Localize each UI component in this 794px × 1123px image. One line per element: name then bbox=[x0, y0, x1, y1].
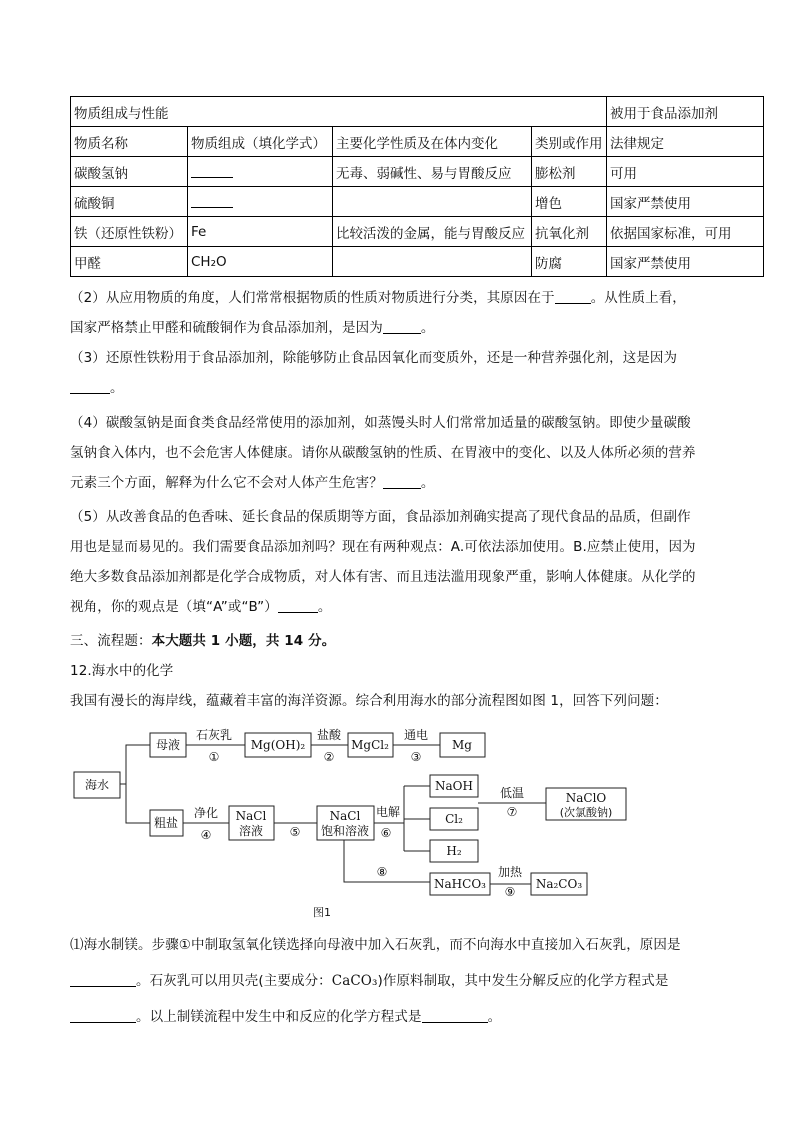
cell-formula[interactable] bbox=[188, 157, 333, 187]
box-label: NaOH bbox=[435, 779, 473, 793]
arrow-label: 电解 bbox=[375, 805, 401, 819]
box-label: 粗盐 bbox=[153, 816, 179, 830]
section-prefix: 三、流程题： bbox=[70, 633, 152, 649]
arrow-label: 净化 bbox=[193, 806, 219, 820]
box-label: 母液 bbox=[155, 738, 181, 752]
box-label: 海水 bbox=[84, 778, 110, 792]
answer-blank[interactable] bbox=[70, 1008, 136, 1023]
question-text: （5）从改善食品的色香味、延长食品的保质期等方面，食品添加剂确实提高了现代食品的品质，但副作 bbox=[70, 509, 691, 525]
cell-property: 无毒、弱碱性、易与胃酸反应 bbox=[333, 157, 532, 187]
seawater-flow-diagram bbox=[70, 726, 630, 922]
question-intro: 我国有漫长的海岸线，蕴藏着丰富的海洋资源。综合利用海水的部分流程图如图 1，回答下列问题： bbox=[70, 693, 668, 709]
section-heading bbox=[70, 626, 742, 656]
cell-category: 膨松剂 bbox=[532, 157, 607, 187]
step-number: ⑧ bbox=[376, 865, 388, 879]
figure-caption: 图1 bbox=[313, 906, 331, 919]
box-label: Mg bbox=[452, 738, 472, 752]
box-label: Mg(OH)₂ bbox=[250, 738, 306, 752]
question-text: 国家严格禁止甲醛和硫酸铜作为食品添加剂，是因为 bbox=[70, 320, 383, 336]
question-text: 。从性质上看， bbox=[590, 290, 686, 306]
table-header-left: 物质组成与性能 bbox=[71, 97, 607, 127]
arrow-label: 加热 bbox=[497, 865, 523, 879]
question-text: 。 bbox=[487, 1009, 502, 1025]
question-text: （4）碳酸氢钠是面食类食品经常使用的添加剂，如蒸馒头时人们常常加适量的碳酸氢钠。即使少量碳酸 bbox=[70, 415, 691, 431]
question-text: )作原料制取，其中发生分解反应的化学方程式是 bbox=[377, 973, 669, 989]
additive-table bbox=[70, 96, 764, 277]
question-text: 。以上制镁流程中发生中和反应的化学方程式是 bbox=[136, 1009, 422, 1025]
box-label: NaClO bbox=[565, 791, 607, 805]
question-3 bbox=[70, 343, 742, 403]
step-number: ⑨ bbox=[504, 885, 516, 899]
column-header: 物质名称 bbox=[71, 127, 188, 157]
arrow-label: 石灰乳 bbox=[195, 728, 233, 742]
answer-blank[interactable] bbox=[70, 379, 110, 394]
box-label: Na₂CO₃ bbox=[535, 877, 583, 891]
box-label: MgCl₂ bbox=[351, 738, 389, 752]
question-text: 氢钠食入体内，也不会危害人体健康。请你从碳酸氢钠的性质、在胃液中的变化、以及人体所必须的营养 bbox=[70, 445, 696, 461]
box-label: NaHCO₃ bbox=[434, 877, 486, 891]
question-text: 。石灰乳可以用贝壳(主要成分： bbox=[136, 973, 332, 989]
question-text: 。 bbox=[420, 475, 435, 491]
cell-category: 抗氧化剂 bbox=[532, 217, 607, 247]
table-header-right: 被用于食品添加剂 bbox=[607, 97, 764, 127]
cell-formula: CH₂O bbox=[188, 247, 333, 277]
arrow-label: 盐酸 bbox=[316, 728, 342, 742]
question-text: 。 bbox=[110, 380, 124, 396]
question-text: （3）还原性铁粉用于食品添加剂，除能够防止食品因氧化而变质外，还是一种营养强化剂，这是因为 bbox=[70, 350, 678, 366]
answer-blank[interactable] bbox=[383, 474, 421, 489]
question-text: 视角，你的观点是（填“A”或“B”） bbox=[70, 599, 278, 615]
question-text: ⑴海水制镁。步骤①中制取氢氧化镁选择向母液中加入石灰乳，而不向海水中直接加入石灰乳，原因是 bbox=[70, 937, 681, 953]
cell-property: 比较活泼的金属，能与胃酸反应 bbox=[333, 217, 532, 247]
question-12-1 bbox=[70, 927, 742, 1035]
step-number: ⑥ bbox=[380, 826, 392, 840]
cell-name: 铁（还原性铁粉） bbox=[71, 217, 188, 247]
cell-category: 防腐 bbox=[532, 247, 607, 277]
cell-name: 甲醛 bbox=[71, 247, 188, 277]
question-text: （2）从应用物质的角度，人们常常根据物质的性质对物质进行分类，其原因在于 bbox=[70, 290, 555, 306]
step-number: ⑤ bbox=[289, 825, 301, 839]
question-text: 。 bbox=[317, 599, 332, 615]
table-row bbox=[71, 247, 764, 277]
column-header: 物质组成（填化学式） bbox=[188, 127, 333, 157]
question-text: 元素三个方面，解释为什么它不会对人体产生危害？ bbox=[70, 475, 383, 491]
box-label: NaCl bbox=[235, 809, 267, 823]
table-row bbox=[71, 187, 764, 217]
question-5 bbox=[70, 502, 742, 622]
arrow-label: 通电 bbox=[403, 728, 429, 742]
box-label: (次氯酸钠) bbox=[559, 806, 613, 819]
cell-law: 国家严禁使用 bbox=[607, 187, 764, 217]
question-text: 用也是显而易见的。我们需要食品添加剂吗？现在有两种观点：A.可依法添加使用。B.应禁止使用，因为 bbox=[70, 539, 696, 555]
table-header-row bbox=[71, 97, 764, 127]
question-12 bbox=[70, 656, 742, 716]
cell-property bbox=[333, 247, 532, 277]
cell-name: 碳酸氢钠 bbox=[71, 157, 188, 187]
question-2 bbox=[70, 283, 742, 343]
box-label: H₂ bbox=[446, 844, 462, 858]
section-score: 本大题共 1 小题，共 14 分。 bbox=[151, 633, 336, 649]
cell-formula: Fe bbox=[188, 217, 333, 247]
cell-law: 依据国家标准，可用 bbox=[607, 217, 764, 247]
answer-blank[interactable] bbox=[191, 164, 233, 178]
step-number: ② bbox=[323, 750, 335, 764]
step-number: ⑦ bbox=[506, 805, 518, 819]
formula-text: CaCO₃ bbox=[331, 973, 378, 989]
question-title: 12.海水中的化学 bbox=[70, 663, 174, 679]
step-number: ③ bbox=[410, 750, 422, 764]
cell-law: 国家严禁使用 bbox=[607, 247, 764, 277]
arrow-label: 低温 bbox=[499, 786, 525, 800]
connector-line bbox=[120, 784, 150, 823]
cell-formula[interactable] bbox=[188, 187, 333, 217]
column-header: 法律规定 bbox=[607, 127, 764, 157]
step-number: ① bbox=[208, 750, 220, 764]
table-row bbox=[71, 157, 764, 187]
answer-blank[interactable] bbox=[555, 289, 591, 304]
column-header: 类别或作用 bbox=[532, 127, 607, 157]
answer-blank[interactable] bbox=[278, 598, 318, 613]
answer-blank[interactable] bbox=[191, 194, 233, 208]
box-label: NaCl bbox=[329, 809, 361, 823]
table-row bbox=[71, 217, 764, 247]
step-number: ④ bbox=[200, 828, 212, 842]
question-text: 。 bbox=[420, 320, 435, 336]
cell-name: 硫酸铜 bbox=[71, 187, 188, 217]
question-4 bbox=[70, 408, 742, 498]
connector-line bbox=[120, 745, 150, 784]
cell-category: 增色 bbox=[532, 187, 607, 217]
cell-law: 可用 bbox=[607, 157, 764, 187]
answer-blank[interactable] bbox=[70, 972, 136, 987]
answer-blank[interactable] bbox=[422, 1008, 488, 1023]
column-header: 主要化学性质及在体内变化 bbox=[333, 127, 532, 157]
box-label: 溶液 bbox=[238, 824, 264, 838]
answer-blank[interactable] bbox=[383, 319, 421, 334]
box-label: 饱和溶液 bbox=[320, 824, 370, 838]
cell-property bbox=[333, 187, 532, 217]
box-label: Cl₂ bbox=[445, 812, 463, 826]
question-text: 绝大多数食品添加剂都是化学合成物质，对人体有害、而且违法滥用现象严重，影响人体健康。从化学的 bbox=[70, 569, 696, 585]
table-column-row bbox=[71, 127, 764, 157]
